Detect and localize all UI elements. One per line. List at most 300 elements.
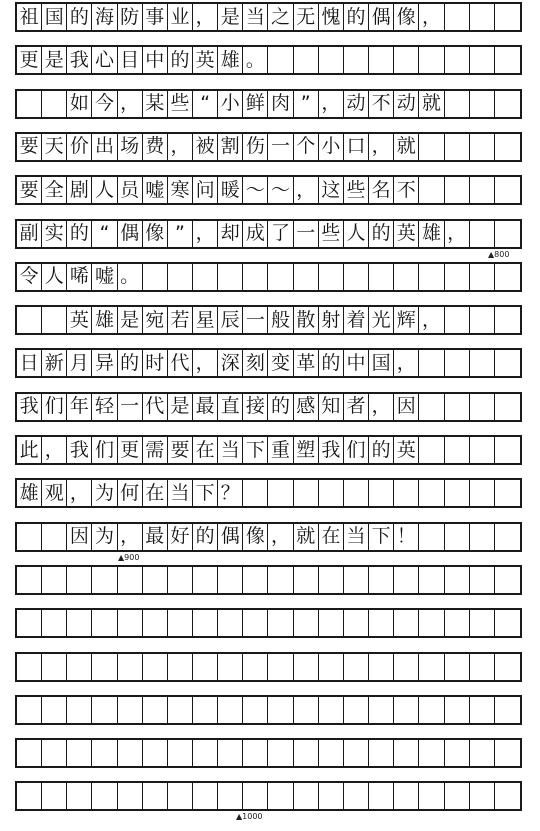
grid-row xyxy=(15,738,522,768)
grid-cell xyxy=(243,567,268,593)
grid-cell: 的 xyxy=(268,394,293,420)
grid-cell xyxy=(394,480,419,506)
grid-cell: 代 xyxy=(168,350,193,376)
grid-cell xyxy=(369,740,394,766)
grid-cell: 偶 xyxy=(118,221,143,247)
grid-cell xyxy=(470,47,495,73)
grid-cell: 。 xyxy=(118,264,143,290)
grid-cell: 寒 xyxy=(168,177,193,203)
grid-cell xyxy=(268,783,293,809)
grid-cell: 小 xyxy=(319,134,344,160)
grid-cell: 日 xyxy=(17,350,42,376)
grid-cell xyxy=(445,740,470,766)
grid-cell xyxy=(17,697,42,723)
grid-cell xyxy=(319,264,344,290)
grid-cell: 中 xyxy=(143,47,168,73)
grid-cell xyxy=(118,783,143,809)
grid-cell: 天 xyxy=(42,134,67,160)
grid-cell: 是 xyxy=(118,307,143,333)
grid-cell: ” xyxy=(168,221,193,247)
grid-cell xyxy=(419,654,444,680)
grid-cell: ～ xyxy=(243,177,268,203)
grid-cell: 全 xyxy=(42,177,67,203)
grid-cell: 成 xyxy=(243,221,268,247)
grid-cell: 辉 xyxy=(394,307,419,333)
grid-cell: 刻 xyxy=(243,350,268,376)
grid-cell xyxy=(319,740,344,766)
grid-cell: 。 xyxy=(243,47,268,73)
grid-cell: 动 xyxy=(394,91,419,117)
grid-cell: 的 xyxy=(193,524,218,550)
grid-cell xyxy=(445,307,470,333)
grid-cell xyxy=(419,350,444,376)
grid-cell xyxy=(445,91,470,117)
grid-cell xyxy=(495,264,520,290)
grid-cell xyxy=(344,610,369,636)
grid-row xyxy=(15,392,522,422)
grid-cell: 轻 xyxy=(92,394,117,420)
grid-cell xyxy=(17,567,42,593)
grid-cell xyxy=(470,610,495,636)
grid-cell: 场 xyxy=(118,134,143,160)
grid-cell: 感 xyxy=(294,394,319,420)
grid-cell: 雄 xyxy=(17,480,42,506)
grid-cell: ， xyxy=(193,350,218,376)
grid-cell: 员 xyxy=(118,177,143,203)
grid-cell xyxy=(495,567,520,593)
grid-cell: 的 xyxy=(67,4,92,30)
grid-row xyxy=(15,478,522,508)
grid-cell: 辰 xyxy=(218,307,243,333)
grid-cell xyxy=(445,394,470,420)
grid-cell: ， xyxy=(369,394,394,420)
grid-cell: “ xyxy=(92,221,117,247)
grid-cell: 英 xyxy=(394,221,419,247)
grid-cell: 出 xyxy=(92,134,117,160)
grid-cell: 在 xyxy=(193,437,218,463)
grid-cell: ， xyxy=(419,4,444,30)
grid-cell xyxy=(470,91,495,117)
grid-cell xyxy=(394,47,419,73)
grid-cell xyxy=(67,740,92,766)
grid-cell xyxy=(319,654,344,680)
grid-cell xyxy=(17,524,42,550)
grid-cell xyxy=(319,610,344,636)
grid-cell xyxy=(17,654,42,680)
grid-cell xyxy=(445,350,470,376)
grid-cell xyxy=(17,91,42,117)
grid-cell xyxy=(294,697,319,723)
grid-cell xyxy=(193,654,218,680)
grid-cell xyxy=(419,437,444,463)
grid-cell xyxy=(243,697,268,723)
grid-cell xyxy=(42,91,67,117)
grid-cell xyxy=(470,567,495,593)
grid-cell xyxy=(495,221,520,247)
grid-cell: 今 xyxy=(92,91,117,117)
grid-cell: 下 xyxy=(369,524,394,550)
grid-cell: ， xyxy=(369,134,394,160)
grid-cell: 更 xyxy=(17,47,42,73)
grid-cell: 好 xyxy=(168,524,193,550)
grid-cell xyxy=(319,697,344,723)
grid-cell xyxy=(394,654,419,680)
grid-cell xyxy=(470,783,495,809)
grid-cell: 一 xyxy=(294,221,319,247)
grid-cell xyxy=(394,264,419,290)
grid-cell: 重 xyxy=(268,437,293,463)
grid-cell xyxy=(143,654,168,680)
grid-cell xyxy=(168,697,193,723)
grid-cell xyxy=(445,264,470,290)
grid-cell xyxy=(369,697,394,723)
grid-cell: 是 xyxy=(168,394,193,420)
grid-cell xyxy=(470,4,495,30)
grid-cell xyxy=(495,350,520,376)
grid-cell: 需 xyxy=(143,437,168,463)
grid-cell: 我 xyxy=(319,437,344,463)
grid-cell: ， xyxy=(118,524,143,550)
grid-cell xyxy=(67,783,92,809)
grid-cell xyxy=(243,264,268,290)
grid-cell xyxy=(419,394,444,420)
grid-cell xyxy=(419,783,444,809)
grid-cell xyxy=(42,610,67,636)
grid-cell xyxy=(193,610,218,636)
word-count-marker: ▲900 xyxy=(118,552,140,562)
grid-cell: ～ xyxy=(268,177,293,203)
grid-cell xyxy=(92,567,117,593)
grid-cell xyxy=(143,610,168,636)
grid-row xyxy=(15,565,522,595)
grid-cell xyxy=(445,437,470,463)
grid-cell: 嘘 xyxy=(92,264,117,290)
grid-cell: 被 xyxy=(193,134,218,160)
grid-cell xyxy=(495,134,520,160)
grid-cell: 无 xyxy=(294,4,319,30)
grid-cell xyxy=(143,264,168,290)
grid-cell: 革 xyxy=(294,350,319,376)
grid-cell xyxy=(344,697,369,723)
grid-cell xyxy=(268,480,293,506)
grid-row xyxy=(15,348,522,378)
grid-cell: 观 xyxy=(42,480,67,506)
grid-cell xyxy=(118,697,143,723)
grid-cell xyxy=(268,567,293,593)
grid-cell xyxy=(42,654,67,680)
grid-cell: 就 xyxy=(419,91,444,117)
grid-cell xyxy=(218,697,243,723)
grid-cell: 唏 xyxy=(67,264,92,290)
grid-cell xyxy=(92,783,117,809)
grid-cell: 价 xyxy=(67,134,92,160)
grid-cell xyxy=(495,394,520,420)
grid-cell xyxy=(470,740,495,766)
grid-cell: 何 xyxy=(118,480,143,506)
grid-cell xyxy=(92,654,117,680)
grid-cell xyxy=(419,524,444,550)
grid-cell xyxy=(42,524,67,550)
grid-cell: 就 xyxy=(294,524,319,550)
grid-cell xyxy=(294,567,319,593)
grid-cell xyxy=(294,783,319,809)
grid-cell: 偶 xyxy=(369,4,394,30)
grid-cell xyxy=(92,740,117,766)
grid-cell xyxy=(445,697,470,723)
grid-cell: 国 xyxy=(369,350,394,376)
grid-cell: 祖 xyxy=(17,4,42,30)
grid-cell: 者 xyxy=(344,394,369,420)
grid-cell xyxy=(344,740,369,766)
grid-cell xyxy=(218,264,243,290)
grid-cell: 知 xyxy=(319,394,344,420)
grid-cell xyxy=(419,610,444,636)
grid-cell: 的 xyxy=(67,221,92,247)
grid-cell xyxy=(143,697,168,723)
grid-cell xyxy=(369,480,394,506)
grid-cell xyxy=(67,654,92,680)
grid-cell xyxy=(419,567,444,593)
grid-cell xyxy=(445,524,470,550)
grid-cell xyxy=(319,783,344,809)
grid-cell: 鲜 xyxy=(243,91,268,117)
grid-cell xyxy=(319,567,344,593)
grid-cell: 副 xyxy=(17,221,42,247)
grid-cell: ， xyxy=(319,91,344,117)
grid-cell: 问 xyxy=(193,177,218,203)
grid-cell xyxy=(445,47,470,73)
grid-cell: 们 xyxy=(92,437,117,463)
grid-cell: 深 xyxy=(218,350,243,376)
grid-cell xyxy=(419,480,444,506)
grid-cell xyxy=(369,783,394,809)
grid-cell: 目 xyxy=(118,47,143,73)
grid-cell xyxy=(445,783,470,809)
grid-cell xyxy=(419,697,444,723)
grid-cell xyxy=(268,47,293,73)
grid-cell xyxy=(470,221,495,247)
grid-cell xyxy=(168,783,193,809)
grid-cell: 要 xyxy=(17,134,42,160)
grid-cell xyxy=(42,783,67,809)
grid-row xyxy=(15,652,522,682)
grid-cell: 些 xyxy=(168,91,193,117)
grid-cell xyxy=(495,783,520,809)
grid-cell xyxy=(168,610,193,636)
grid-cell: 人 xyxy=(92,177,117,203)
grid-cell: 雄 xyxy=(92,307,117,333)
grid-row xyxy=(15,132,522,162)
grid-cell xyxy=(445,177,470,203)
grid-cell: 偶 xyxy=(218,524,243,550)
grid-cell: 像 xyxy=(243,524,268,550)
grid-cell xyxy=(92,610,117,636)
grid-cell: 散 xyxy=(294,307,319,333)
grid-cell xyxy=(118,610,143,636)
grid-cell: 因 xyxy=(394,394,419,420)
grid-cell xyxy=(495,4,520,30)
grid-cell: 当 xyxy=(168,480,193,506)
grid-cell: 之 xyxy=(268,4,293,30)
grid-cell xyxy=(495,654,520,680)
grid-cell xyxy=(419,177,444,203)
grid-cell xyxy=(193,697,218,723)
grid-cell xyxy=(143,567,168,593)
grid-cell: 要 xyxy=(17,177,42,203)
grid-cell xyxy=(495,524,520,550)
grid-cell: 射 xyxy=(319,307,344,333)
grid-cell: 要 xyxy=(168,437,193,463)
grid-cell xyxy=(294,480,319,506)
grid-row xyxy=(15,305,522,335)
grid-cell: 防 xyxy=(118,4,143,30)
grid-cell xyxy=(470,697,495,723)
grid-cell: 事 xyxy=(143,4,168,30)
grid-cell: 像 xyxy=(143,221,168,247)
grid-cell xyxy=(394,783,419,809)
grid-row xyxy=(15,219,522,249)
grid-cell: 像 xyxy=(394,4,419,30)
grid-cell: 雄 xyxy=(218,47,243,73)
grid-cell: 的 xyxy=(319,350,344,376)
grid-cell: 口 xyxy=(344,134,369,160)
grid-cell: 们 xyxy=(344,437,369,463)
grid-cell: 一 xyxy=(243,307,268,333)
grid-cell xyxy=(243,783,268,809)
grid-cell: 的 xyxy=(168,47,193,73)
grid-cell xyxy=(495,740,520,766)
grid-cell: 星 xyxy=(193,307,218,333)
grid-cell: ， xyxy=(168,134,193,160)
grid-cell xyxy=(17,783,42,809)
grid-row xyxy=(15,262,522,292)
grid-cell xyxy=(294,264,319,290)
grid-cell xyxy=(394,697,419,723)
grid-cell xyxy=(42,740,67,766)
grid-cell xyxy=(369,264,394,290)
grid-cell: 小 xyxy=(218,91,243,117)
grid-cell xyxy=(419,134,444,160)
grid-cell xyxy=(394,567,419,593)
grid-cell xyxy=(319,47,344,73)
grid-cell xyxy=(419,740,444,766)
grid-cell xyxy=(470,437,495,463)
grid-cell: 某 xyxy=(143,91,168,117)
grid-cell: “ xyxy=(193,91,218,117)
grid-cell: 当 xyxy=(344,524,369,550)
grid-cell: 代 xyxy=(143,394,168,420)
grid-cell xyxy=(218,654,243,680)
grid-cell xyxy=(394,740,419,766)
grid-cell: ， xyxy=(193,221,218,247)
grid-cell: 新 xyxy=(42,350,67,376)
grid-cell xyxy=(344,654,369,680)
grid-cell: 愧 xyxy=(319,4,344,30)
grid-cell xyxy=(470,394,495,420)
grid-cell xyxy=(243,740,268,766)
grid-cell: 们 xyxy=(42,394,67,420)
grid-cell: 一 xyxy=(268,134,293,160)
grid-cell xyxy=(369,654,394,680)
grid-cell xyxy=(445,654,470,680)
grid-cell: 的 xyxy=(369,437,394,463)
grid-cell xyxy=(143,783,168,809)
grid-cell xyxy=(294,654,319,680)
grid-cell: 就 xyxy=(394,134,419,160)
grid-cell xyxy=(193,264,218,290)
grid-cell: 中 xyxy=(344,350,369,376)
grid-cell: ， xyxy=(419,307,444,333)
grid-cell xyxy=(344,783,369,809)
grid-cell: 嘘 xyxy=(143,177,168,203)
grid-cell: ， xyxy=(42,437,67,463)
grid-cell xyxy=(218,740,243,766)
grid-cell xyxy=(42,567,67,593)
grid-cell: 着 xyxy=(344,307,369,333)
grid-cell: 动 xyxy=(344,91,369,117)
grid-cell: 更 xyxy=(118,437,143,463)
grid-cell xyxy=(268,697,293,723)
grid-cell: 如 xyxy=(67,91,92,117)
grid-cell xyxy=(243,654,268,680)
grid-cell: ， xyxy=(445,221,470,247)
grid-cell xyxy=(495,610,520,636)
grid-cell: 是 xyxy=(218,4,243,30)
grid-cell xyxy=(470,264,495,290)
grid-cell xyxy=(42,697,67,723)
grid-cell xyxy=(445,134,470,160)
grid-cell xyxy=(243,480,268,506)
grid-cell xyxy=(294,610,319,636)
grid-cell: 最 xyxy=(193,394,218,420)
grid-cell xyxy=(470,350,495,376)
grid-cell: 下 xyxy=(243,437,268,463)
grid-cell: 些 xyxy=(344,177,369,203)
grid-cell xyxy=(294,47,319,73)
grid-cell: 的 xyxy=(369,221,394,247)
grid-cell: 费 xyxy=(143,134,168,160)
grid-cell xyxy=(168,264,193,290)
grid-cell: 暖 xyxy=(218,177,243,203)
grid-cell xyxy=(118,567,143,593)
grid-cell xyxy=(67,567,92,593)
grid-cell xyxy=(168,654,193,680)
grid-cell xyxy=(168,567,193,593)
grid-cell xyxy=(268,610,293,636)
grid-cell: 了 xyxy=(268,221,293,247)
grid-cell: 伤 xyxy=(243,134,268,160)
grid-cell xyxy=(17,307,42,333)
grid-cell xyxy=(495,47,520,73)
grid-cell xyxy=(470,524,495,550)
grid-cell: 是 xyxy=(42,47,67,73)
grid-cell: 却 xyxy=(218,221,243,247)
grid-cell: 业 xyxy=(168,4,193,30)
grid-cell: 剧 xyxy=(67,177,92,203)
grid-cell: ， xyxy=(193,4,218,30)
grid-cell: 在 xyxy=(319,524,344,550)
grid-cell xyxy=(67,610,92,636)
grid-cell: 英 xyxy=(394,437,419,463)
grid-cell xyxy=(193,783,218,809)
grid-cell: 此 xyxy=(17,437,42,463)
grid-cell: 令 xyxy=(17,264,42,290)
grid-cell xyxy=(92,697,117,723)
grid-cell xyxy=(369,47,394,73)
grid-cell: 不 xyxy=(394,177,419,203)
grid-cell xyxy=(218,567,243,593)
grid-cell: 在 xyxy=(143,480,168,506)
